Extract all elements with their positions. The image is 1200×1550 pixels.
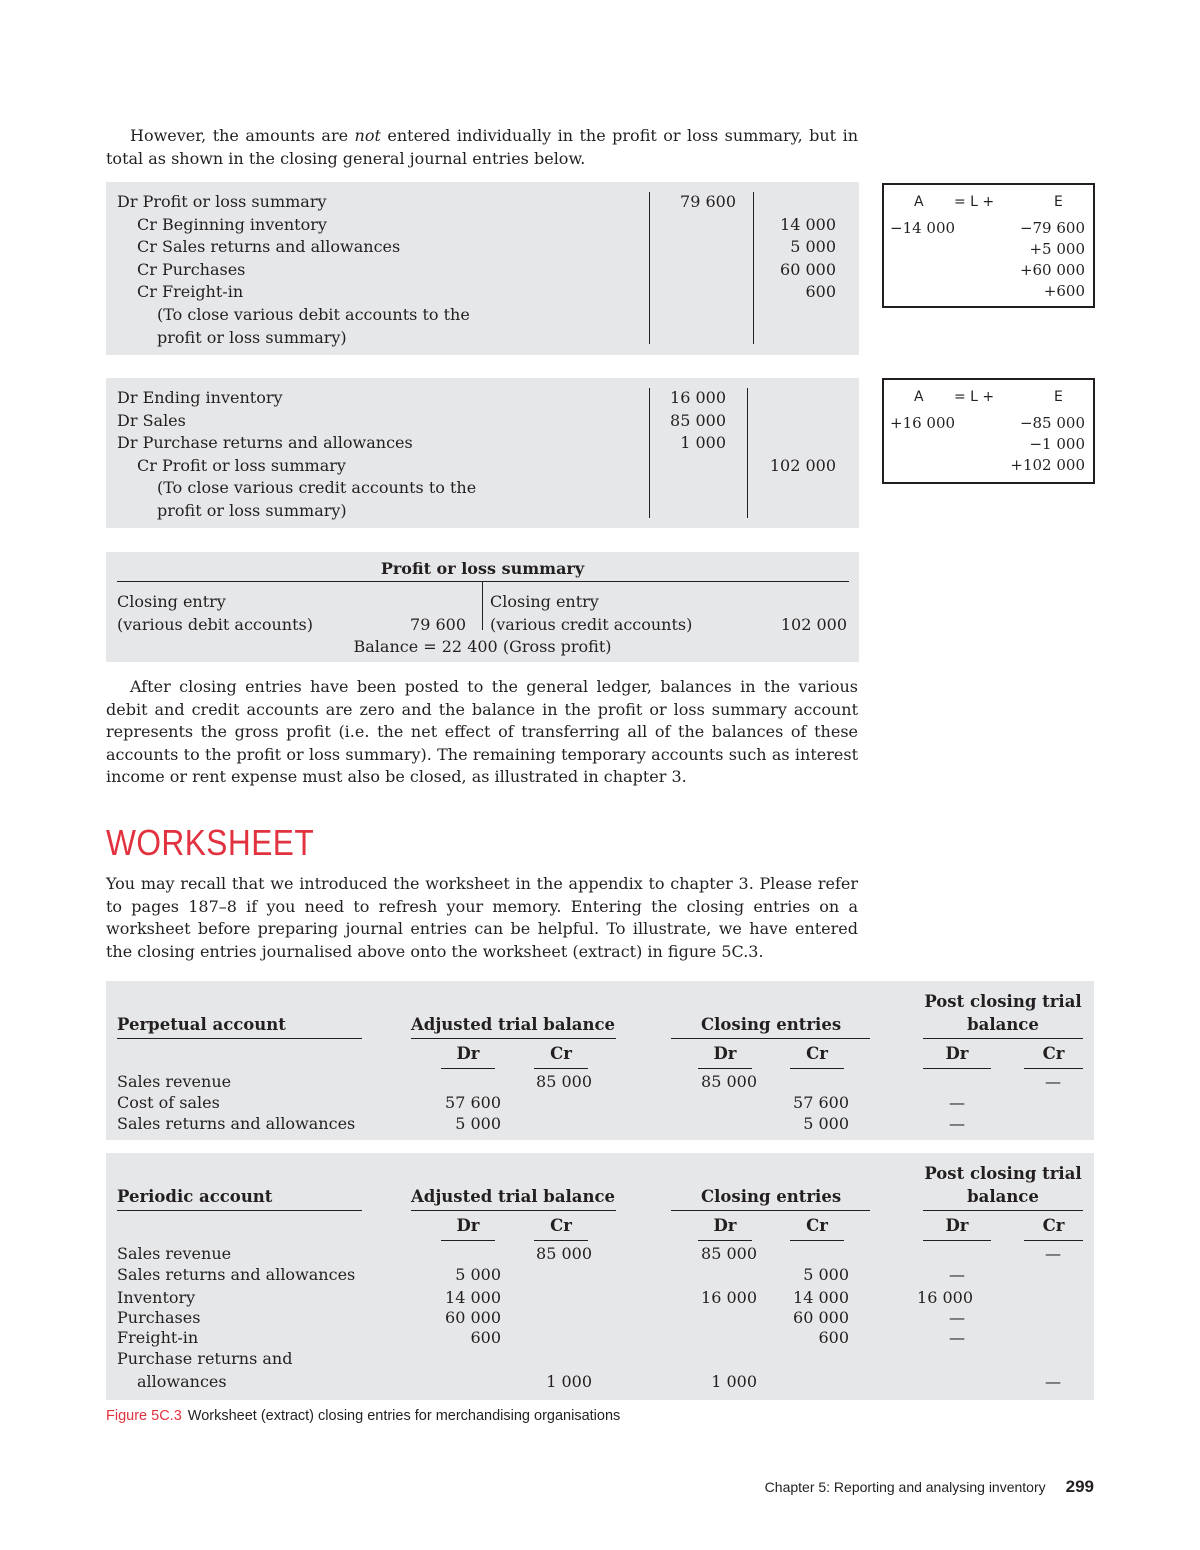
assets-header: A: [914, 389, 924, 405]
journal-narration: profit or loss summary): [157, 501, 347, 520]
debit-amount: 79 600: [680, 192, 736, 211]
ws-dr-header: Dr: [456, 1044, 480, 1063]
ws-sub-rule: [698, 1240, 752, 1241]
ws-cell: 5 000: [803, 1114, 849, 1133]
credit-amount: 102 000: [769, 455, 836, 475]
ws-header-rule: [671, 1038, 870, 1039]
ws-cr-header: Cr: [550, 1044, 572, 1063]
ws-cell: —: [949, 1114, 965, 1133]
journal-narration: profit or loss summary): [157, 327, 347, 347]
equity-change: +102 000: [1010, 456, 1085, 474]
ws-cell: 16 000: [701, 1288, 757, 1307]
ws-cr-header: Cr: [806, 1044, 828, 1063]
ws-sub-rule: [790, 1068, 844, 1069]
ws-cell: —: [1045, 1244, 1061, 1263]
ws-post-header: balance: [967, 1015, 1039, 1034]
journal-entry-2: [106, 378, 859, 528]
journal-narration: (To close various credit accounts to the: [157, 478, 477, 498]
t-account-left-amount: 79 600: [410, 615, 466, 634]
ws-sub-rule: [923, 1068, 991, 1069]
ws-sub-rule: [441, 1068, 495, 1069]
ws-cr-header: Cr: [1042, 1216, 1065, 1235]
ws-account-header: Perpetual account: [117, 1015, 286, 1034]
asset-change: −14 000: [890, 219, 956, 237]
t-account-right-line: Closing entry: [490, 592, 599, 611]
equity-change: −1 000: [1029, 435, 1085, 453]
ws-cell: —: [1045, 1072, 1061, 1091]
ws-dr-header: Dr: [713, 1044, 737, 1063]
debit-amount: 1 000: [680, 433, 726, 453]
page-number: 299: [1065, 1477, 1094, 1496]
ws-row-label: Sales revenue: [117, 1244, 232, 1263]
ws-cell: —: [1045, 1372, 1061, 1391]
ws-post-header: Post closing trial: [924, 992, 1082, 1011]
equity-change: +5 000: [1029, 240, 1085, 258]
equity-change: −85 000: [1019, 414, 1085, 432]
ws-cell: 600: [470, 1328, 501, 1347]
figure-caption: [106, 1408, 620, 1424]
ws-row-label: allowances: [137, 1372, 227, 1391]
t-account-right-amount: 102 000: [780, 615, 847, 634]
ws-account-header: Periodic account: [117, 1187, 273, 1206]
accounting-equation-box-1: [882, 183, 1095, 308]
liabilities-header: = L +: [954, 389, 995, 405]
ws-header-rule: [117, 1210, 362, 1211]
worksheet-perpetual: [106, 981, 1094, 1140]
ws-post-header: Post closing trial: [924, 1164, 1082, 1183]
asset-change: +16 000: [890, 414, 956, 432]
credit-column-rule: [747, 388, 748, 518]
ws-header-rule: [117, 1038, 362, 1039]
ws-sub-rule: [534, 1068, 588, 1069]
journal-line: Dr Ending inventory: [117, 388, 283, 407]
t-account-right-line: (various credit accounts): [490, 615, 693, 634]
assets-header: A: [914, 194, 924, 210]
ws-header-rule: [923, 1210, 1083, 1211]
ws-cell: 57 600: [445, 1093, 501, 1112]
ws-row-label: Purchase returns and: [117, 1349, 293, 1368]
ws-cell: 1 000: [546, 1372, 592, 1391]
ws-sub-rule: [1024, 1068, 1083, 1069]
journal-line: Cr Freight-in: [137, 282, 244, 302]
ws-cell: 5 000: [803, 1265, 849, 1284]
ws-closing-header: Closing entries: [701, 1187, 842, 1206]
credit-amount: 600: [805, 282, 836, 302]
equity-change: +600: [1043, 282, 1085, 300]
ws-row-label: Sales revenue: [117, 1072, 232, 1091]
ws-cell: 85 000: [701, 1244, 757, 1263]
ws-cr-header: Cr: [1042, 1044, 1065, 1063]
ws-sub-rule: [1024, 1240, 1083, 1241]
ws-cr-header: Cr: [806, 1216, 828, 1235]
ws-sub-rule: [441, 1240, 495, 1241]
debit-amount: 16 000: [670, 388, 726, 407]
intro-paragraph: [106, 125, 858, 170]
ws-cell: 5 000: [455, 1265, 501, 1284]
ws-cell: 14 000: [793, 1288, 849, 1307]
ws-sub-rule: [698, 1068, 752, 1069]
ws-dr-header: Dr: [713, 1216, 737, 1235]
ws-cell: 600: [818, 1328, 849, 1347]
ws-post-header: balance: [967, 1187, 1039, 1206]
ws-cell: —: [949, 1093, 965, 1112]
worksheet-paragraph: [106, 873, 858, 963]
journal-line: Cr Sales returns and allowances: [137, 237, 401, 257]
ws-sub-rule: [790, 1240, 844, 1241]
journal-line: Dr Profit or loss summary: [117, 192, 327, 211]
accounting-equation-box-2: [882, 378, 1095, 484]
ws-header-rule: [411, 1210, 616, 1211]
ws-cell: 60 000: [793, 1308, 849, 1327]
t-account-profit-or-loss-summary: [106, 552, 859, 662]
t-account-top-rule: [117, 581, 849, 582]
figure-caption-text: Worksheet (extract) closing entries for merchandising organisations: [187, 1408, 621, 1424]
ws-row-label: Sales returns and allowances: [117, 1265, 356, 1284]
credit-amount: 14 000: [780, 214, 836, 234]
debit-column-rule: [649, 192, 650, 344]
ws-cell: 85 000: [536, 1072, 592, 1091]
credit-amount: 5 000: [790, 237, 836, 257]
journal-entry-1: [106, 182, 859, 355]
ws-dr-header: Dr: [945, 1216, 969, 1235]
ws-cell: 85 000: [701, 1072, 757, 1091]
running-footer: Chapter 5: Reporting and analysing inventory: [764, 1479, 1046, 1495]
ws-header-rule: [411, 1038, 616, 1039]
closing-explanation-paragraph: [106, 676, 858, 789]
ws-row-label: Cost of sales: [117, 1093, 220, 1112]
ws-cell: 16 000: [917, 1288, 973, 1307]
ws-row-label: Purchases: [117, 1308, 201, 1327]
t-account-balance: Balance = 22 400 (Gross profit): [353, 637, 612, 656]
equity-header: E: [1054, 194, 1063, 210]
ws-cell: —: [949, 1308, 965, 1327]
closing-explanation-text: After closing entries have been posted to the general ledger, balances in the various debit and credit accounts are zero and the balance in the profit or loss summary account represents the gross profit (i.e. the net effect of transferring all of the balances of these accounts to the profit or loss summary). The remaining temporary accounts such as interest income or rent expense must also be closed, as illustrated in chapter 3.: [106, 677, 858, 786]
journal-narration: (To close various debit accounts to the: [157, 305, 470, 324]
journal-line: Cr Purchases: [137, 259, 246, 279]
equity-change: −79 600: [1019, 219, 1085, 237]
ws-cell: 14 000: [445, 1288, 501, 1307]
t-account-title: Profit or loss summary: [380, 559, 585, 578]
intro-emphasis: not: [354, 126, 381, 145]
worksheet-periodic: [106, 1153, 1094, 1400]
ws-row-label: Sales returns and allowances: [117, 1114, 356, 1133]
ws-row-label: Freight-in: [117, 1328, 199, 1347]
equity-change: +60 000: [1019, 261, 1085, 279]
t-account-left-line: (various debit accounts): [117, 615, 313, 634]
equity-header: E: [1054, 389, 1063, 405]
journal-line: Dr Sales: [117, 410, 186, 430]
journal-line: Cr Beginning inventory: [137, 214, 327, 234]
ws-header-rule: [923, 1038, 1083, 1039]
ws-row-label: Inventory: [117, 1288, 196, 1307]
section-heading: WORKSHEET: [106, 822, 315, 863]
ws-cell: —: [949, 1328, 965, 1347]
intro-text-1: However, the amounts are: [130, 126, 355, 145]
ws-sub-rule: [923, 1240, 991, 1241]
journal-line: Cr Profit or loss summary: [137, 455, 346, 475]
worksheet-text: You may recall that we introduced the worksheet in the appendix to chapter 3. Please refer to pages 187–8 if you need to refresh your memory. Entering the closing entries on a worksheet before preparing journal entries can be helpful. To illustrate, we have entered the closing entries journalised above onto the worksheet (extract) in figure 5C.3.: [106, 874, 858, 961]
t-account-center-rule: [482, 582, 483, 630]
debit-amount: 85 000: [670, 410, 726, 430]
ws-cell: 85 000: [536, 1244, 592, 1263]
ws-header-rule: [671, 1210, 870, 1211]
ws-adjusted-header: Adjusted trial balance: [411, 1015, 616, 1034]
ws-cell: 60 000: [445, 1308, 501, 1327]
credit-amount: 60 000: [780, 259, 836, 279]
journal-line: Dr Purchase returns and allowances: [117, 433, 413, 453]
ws-adjusted-header: Adjusted trial balance: [411, 1187, 616, 1206]
ws-sub-rule: [534, 1240, 588, 1241]
figure-number: Figure 5C.3: [106, 1408, 182, 1424]
intro-text-2: entered individually in the profit or loss summary, but in total as shown in the closing general journal entries below.: [106, 126, 858, 168]
ws-dr-header: Dr: [945, 1044, 969, 1063]
liabilities-header: = L +: [954, 194, 995, 210]
ws-cell: —: [949, 1265, 965, 1284]
ws-cell: 57 600: [793, 1093, 849, 1112]
ws-dr-header: Dr: [456, 1216, 480, 1235]
ws-cr-header: Cr: [550, 1216, 572, 1235]
ws-cell: 1 000: [711, 1372, 757, 1391]
t-account-left-line: Closing entry: [117, 592, 226, 611]
page-footer: [765, 1477, 1094, 1497]
ws-cell: 5 000: [455, 1114, 501, 1133]
ws-closing-header: Closing entries: [701, 1015, 842, 1034]
